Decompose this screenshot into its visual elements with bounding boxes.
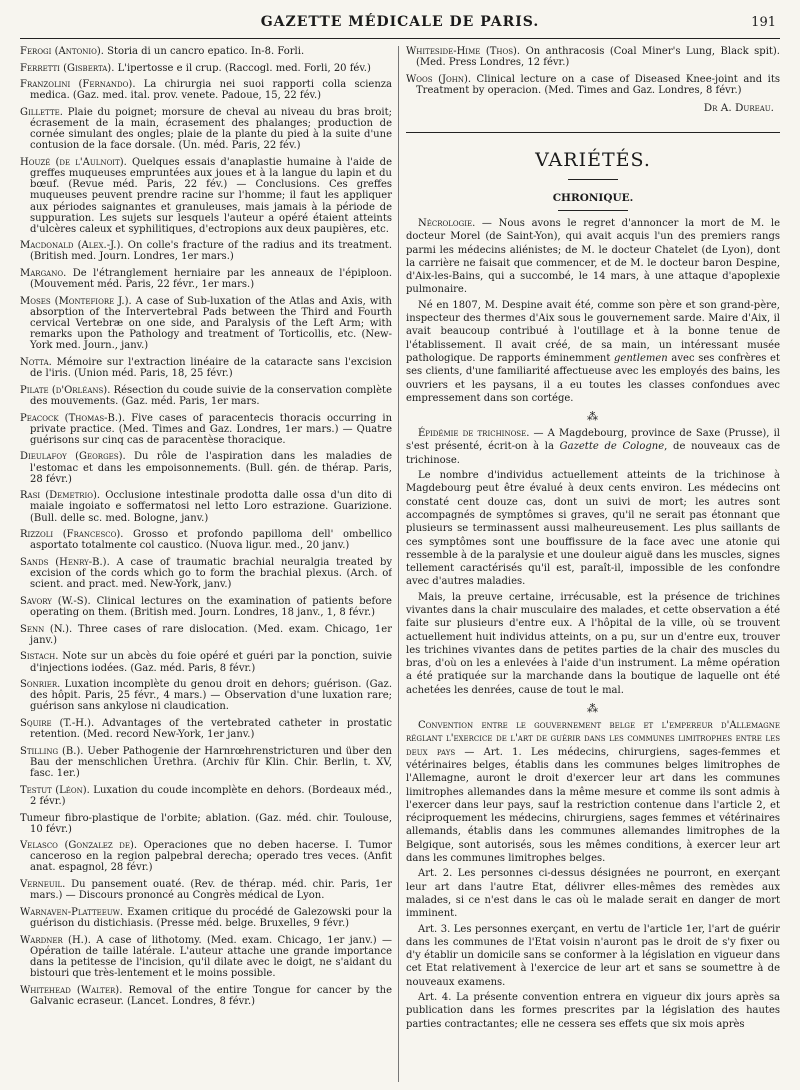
convention-text: — Art. 1. Les médecins, chirurgiens, sages-femmes et vétérinaires belges, établis dans les communes belges limitrophes de l'Allemagne, auront le droit d'exercer leur art dans les communes limitrophes allemandes dans la même mesure et comme ils sont admis à l'exercer dans leur pays, sauf la restriction contenue dans l'article 2, et réciproquement les médecins, chirurgiens, sages femmes et vétérinaires allemands, établis dans les communes allemandes limitrophes de la Belgique, sont autorisés, sous les mêmes conditions, à exercer leur art dans les communes limitrophes belges. bbox=[406, 746, 780, 865]
bibliography-entry bbox=[20, 651, 392, 673]
bibliography-entry bbox=[406, 74, 780, 96]
entry-text: Advantages of the vertebrated catheter in prostatic retention. (Med. record New-York, 1er janv.) bbox=[30, 718, 392, 741]
entry-author: Margano. bbox=[20, 268, 67, 280]
entry-author: Whitehead (Walter). bbox=[20, 984, 123, 996]
bibliography-entry bbox=[20, 935, 392, 979]
entry-text: A case of lithotomy. (Med. exam. Chicago, 1er janv.) — Opération de taille latérale. L'auteur attache une grande importance dans la petitesse de l'incision, qu'il dilate avec le doigt, ne s'aidant du bistouri que très-lentement et le moins possible. bbox=[30, 934, 392, 979]
page-number: 191 bbox=[751, 15, 776, 30]
entry-text: A case of Sub-luxation of the Atlas and Axis, with absorption of the Intervertebral Pads between the Third and Fourth cervical Vertebræ on one side, and Paralysis of the Left Arm; with remarks upon the Pathology and treatment of Torticollis, etc. (New-York med. Journ., janv.) bbox=[30, 295, 392, 352]
convention-lead: Convention entre le gouvernement belge et l'empereur d'Allemagne réglant l'exercice de l'art de guérir dans les communes limitrophes entre les deux pays bbox=[406, 720, 780, 758]
chronique-heading: CHRONIQUE. bbox=[552, 191, 634, 204]
bibliography-entry bbox=[20, 240, 392, 262]
bibliography-entry bbox=[20, 413, 392, 446]
bibliography-entry bbox=[20, 529, 392, 551]
trichinose-paragraph bbox=[406, 427, 780, 467]
entry-author: Savory (W.-S). bbox=[20, 595, 91, 607]
entry-text: On anthracosis (Coal Miner's Lung, Black spit). (Med. Press Londres, 12 févr.) bbox=[416, 46, 780, 69]
bibliography-entry bbox=[20, 785, 392, 807]
section-separator-stars-2: ⁂ bbox=[587, 702, 599, 716]
bibliography-entry bbox=[20, 557, 392, 590]
entry-text: Luxation incomplète du genou droit en dehors; guérison. (Gaz. des hôpit. Paris, 25 févr., 4 mars.) — Observation d'une luxation rare; guérison sans ankylose ni claudication. bbox=[30, 679, 392, 713]
entry-text: Résection du coude suivie de la conservation complète des mouvements. (Gaz. méd. Paris, 1er mars. bbox=[30, 384, 392, 407]
bibliography-entry bbox=[20, 840, 392, 873]
despine-paragraph bbox=[406, 299, 780, 405]
entry-text: La chirurgia nei suoi rapporti colla scienza medica. (Gaz. med. ital. prov. venete. Padoue, 15, 22 fév.) bbox=[30, 79, 392, 102]
trichinose-text-1: — A Magdebourg, province de Saxe (Prusse), il s'est présenté, écrit-on à la bbox=[406, 428, 780, 453]
bibliography-entry bbox=[20, 907, 392, 929]
entry-author: Sonrier. bbox=[20, 679, 61, 691]
column-divider bbox=[398, 46, 399, 1082]
entry-author: Warnaven-Platteeuw. bbox=[20, 906, 124, 918]
entry-author: Testut (Léon). bbox=[20, 784, 90, 796]
entry-author: Velasco (Gonzalez de). bbox=[20, 840, 138, 852]
entry-text: Ueber Pathogenie der Harnrœhrenstricturen und über den Bau der menschlichen Urethra. (Archiv für Klin. Chir. Berlin, t. XV, fasc. 1er.) bbox=[30, 745, 392, 780]
despine-emphasis: gentlemen bbox=[614, 352, 668, 364]
bibliography-entry bbox=[20, 746, 392, 779]
convention-paragraph bbox=[406, 719, 780, 865]
entry-text: Plaie du poignet; morsure de cheval au niveau du bras broit; écrasement de la main, écrasement des phalanges; production de cornée simulant des ongles; plaie de la plante du pied à la suite d'une contusion de la face dorsale. (Un. méd. Paris, 22 fév.) bbox=[30, 107, 392, 152]
page-header bbox=[20, 12, 780, 39]
entry-author: Stilling (B.). bbox=[20, 745, 84, 757]
varietes-heading: VARIÉTÉS. bbox=[535, 148, 651, 171]
bibliography-entry bbox=[20, 296, 392, 351]
bibliography-entry bbox=[20, 46, 392, 57]
entry-author: Rizzoli (Francesco). bbox=[20, 529, 124, 541]
bibliography-entry bbox=[20, 385, 392, 407]
entry-text: Note sur un abcès du foie opéré et guéri par la ponction, suivie d'injections iodées. (Gaz. méd. Paris, 8 févr.) bbox=[30, 651, 392, 674]
entry-author: Moses (Montefiore J.). bbox=[20, 295, 132, 307]
entry-author: Notta. bbox=[20, 357, 52, 368]
entry-text: Storia di un cancro epatico. In-8. Forli. bbox=[103, 46, 305, 57]
bibliography-entry bbox=[20, 79, 392, 101]
bibliography-entry bbox=[20, 157, 392, 235]
author-signature: Dr A. Dureau. bbox=[703, 101, 774, 114]
entry-text: Quelques essais d'anaplastie humaine à l'aide de greffes muqueuses empruntées aux joues et à la langue du lapin et du bœuf. (Revue méd. Paris, 22 fév.) — Conclusions. Ces greffes muqueuses peuvent prendre racine sur l'homme; il faut les appliquer aux périodes saignantes et granuleuses, mais jamais à la période de suppuration. Les sujets sur lesquels l'auteur a opéré étaient atteints d'ulcères caleux et syphilitiques, d'ectropions aux deux paupières, etc. bbox=[30, 157, 392, 235]
necrologie-lead: Nécrologie. bbox=[418, 217, 476, 229]
bibliography-entry bbox=[20, 879, 392, 901]
bibliography-entry bbox=[20, 596, 392, 618]
bibliography-entry bbox=[20, 985, 392, 1007]
bibliography-list-left bbox=[20, 46, 392, 1007]
section-rule bbox=[406, 132, 780, 133]
trichinose-paragraph-3: Mais, la preuve certaine, irrécusable, est la présence de trichines vivantes dans la chair musculaire des malades, et cette observation a été faite sur plusieurs d'entre eux. A l'hôpital de la ville, où se trouvent actuellement huit individus atteints, on a pu, sur un d'entre eux, trouver les trichines vivantes dans de petites parties de la chair des muscles du bras, d'où on les a enlevées à l'aide d'un instrument. La même opération a été pratiquée sur la marchande dans la boutique de laquelle ont été achetées les denrées, cause de tout le mal. bbox=[406, 591, 780, 696]
entry-author: Rasi (Demetrio). bbox=[20, 490, 101, 502]
bibliography-entry bbox=[20, 107, 392, 151]
entry-text: Du pansement ouaté. (Rev. de thérap. méd. chir. Paris, 1er mars.) — Discours prononcé au Congrès médical de Lyon. bbox=[30, 879, 392, 902]
entry-text: Examen critique du procédé de Galezowski pour la guérison du distichiasis. (Presse méd. belge. Bruxelles, 9 févr.) bbox=[30, 906, 392, 930]
entry-author: Sistach. bbox=[20, 651, 59, 663]
bibliography-entry bbox=[20, 490, 392, 523]
bibliography-list-right bbox=[406, 46, 780, 96]
entry-author: Houzé (de l'Aulnoit). bbox=[20, 157, 127, 169]
necrologie-paragraph bbox=[406, 217, 780, 297]
entry-text: Luxation du coude incomplète en dehors. (Bordeaux méd., 2 févr.) bbox=[30, 784, 392, 807]
right-column bbox=[406, 46, 780, 1082]
entry-text: Three cases of rare dislocation. (Med. exam. Chicago, 1er janv.) bbox=[30, 623, 392, 646]
entry-text: De l'étranglement herniaire par les anneaux de l'épiploon. (Mouvement méd. Paris, 22 févr., 1er mars.) bbox=[30, 268, 392, 291]
trichinose-text-2: , de nouveaux cas de trichinose. bbox=[406, 441, 780, 466]
bibliography-entry bbox=[20, 63, 392, 74]
entry-text: Grosso et profondo papilloma dell' ombellico asportato totalmente col caustico. (Nuova ligur. med., 20 janv.) bbox=[30, 529, 392, 552]
entry-author: Ferogi (Antonio). bbox=[20, 46, 104, 57]
bibliography-entry bbox=[20, 718, 392, 740]
entry-author: Verneuil. bbox=[20, 879, 66, 891]
entry-text: Occlusione intestinale prodotta dalle ossa d'un dito di maiale ingoiato e soffermatosi nel letto Loro estrazione. Guarizione. (Bull. delle sc. med. Bologne, janv.) bbox=[30, 490, 392, 524]
bibliography-entry bbox=[20, 624, 392, 646]
entry-author: Woos (John). bbox=[406, 73, 472, 85]
entry-author: Senn (N.). bbox=[20, 623, 73, 635]
trichinose-paragraph-2: Le nombre d'individus actuellement atteints de la trichinose à Magdebourg peut être évalué à deux cents environ. Les médecins ont constaté cent douze cas, dont un suivi de mort; les autres sont accompagnés de symptômes si graves, qu'il ne serait pas étonnant que plusieurs se terminassent aussi malheureusement. Les plus saillants de ces symptômes sont une bouffissure de la face avec une atonie qui ressemble à de la paralysie et une douleur aiguë dans les muscles, signes tellement caractérisés qu'il est, paraît-il, impossible de les confondre avec d'autres maladies. bbox=[406, 470, 780, 588]
entry-text: Tumeur fibro-plastique de l'orbite; ablation. (Gaz. méd. chir. Toulouse, 10 févr.) bbox=[20, 812, 392, 835]
entry-text: Removal of the entire Tongue for cancer by the Galvanic ecraseur. (Lancet. Londres, 8 févr.) bbox=[30, 984, 392, 1007]
entry-text: Mémoire sur l'extraction linéaire de la cataracte sans l'excision de l'iris. (Union méd. Paris, 18, 25 févr.) bbox=[30, 357, 392, 380]
necrologie-text: — Nous avons le regret d'annoncer la mort de M. le docteur Morel (de Saint-Yon), qui avait acquis l'un des premiers rangs parmi les médecins aliénistes; de M. le docteur Chatelet (de Lyon), dont la carrière ne faisait que commencer, et de M. le docteur baron Despine, d'Aix-les-Bains, qui a succombé, le 14 mars, à une attaque d'apoplexie pulmonaire. bbox=[406, 217, 780, 296]
entry-author: Franzolini (Fernando). bbox=[20, 79, 136, 91]
despine-text-1: Né en 1807, M. Despine avait été, comme son père et son grand-père, inspecteur des thermes d'Aix sous le gouvernement sarde. Maire d'Aix, il avait beaucoup contribué à l'outillage et à la bonne tenue de l'établissement. Il avait créé, de sa main, un intéressant musée pathologique. De rapports éminemment bbox=[406, 299, 780, 364]
entry-text: Clinical lecture on a case of Diseased Knee-joint and its Treatment by operacion. (Med. Times and Gaz. Londres, 8 févr.) bbox=[416, 73, 780, 96]
entry-author: Gillette. bbox=[20, 107, 63, 119]
bibliography-entry bbox=[20, 268, 392, 290]
entry-author: Ferretti (Gisberta). bbox=[20, 62, 115, 74]
heading-rule bbox=[568, 179, 618, 180]
article-4-paragraph: Art. 4. La présente convention entrera en vigueur dix jours après sa publication dans les formes prescrites par la législation des hautes parties contractantes; elle ne cessera ses effets que six mois après bbox=[406, 992, 780, 1030]
trichinose-emphasis: Gazette de Cologne bbox=[559, 441, 665, 453]
bibliography-entry bbox=[20, 679, 392, 712]
bibliography-entry bbox=[406, 46, 780, 68]
entry-author: Peacock (Thomas-B.). bbox=[20, 412, 126, 424]
article-2-paragraph: Art. 2. Les personnes ci-dessus désignées ne pourront, en exerçant leur art dans l'autre Etat, délivrer elles-mêmes des remèdes aux malades, si ce n'est dans le cas où le malade serait en danger de mort imminent. bbox=[406, 868, 780, 920]
left-column bbox=[20, 46, 392, 1082]
entry-author: Squire (T.-H.). bbox=[20, 718, 95, 730]
article-3-paragraph: Art. 3. Les personnes exerçant, en vertu de l'article 1er, l'art de guérir dans les communes de l'Etat voisin n'auront pas le droit de s'y fixer ou d'y établir un domicile sans se conformer à la législation en vigueur dans cet Etat relativement à l'exercice de leur art et sans se soumettre à de nouveaux examens. bbox=[406, 923, 780, 988]
entry-author: Whiteside-Hime (Thos). bbox=[406, 46, 521, 57]
entry-text: A case of traumatic brachial neuralgia treated by excision of the cords which go to form the brachial plexus. (Arch. of scient. and pract. med. New-York, janv.) bbox=[30, 556, 392, 591]
entry-author: Dieulafoy (Georges). bbox=[20, 451, 126, 463]
subheading-rule bbox=[558, 210, 628, 211]
entry-author: Wardner (H.). bbox=[20, 934, 91, 946]
section-separator-stars: ⁂ bbox=[587, 410, 599, 424]
entry-author: Macdonald (Alex.-J.). bbox=[20, 240, 124, 252]
entry-author: Pilate (d'Orléans). bbox=[20, 384, 111, 396]
trichinose-lead: Épidémie de trichinose. bbox=[418, 428, 530, 440]
bibliography-entry bbox=[20, 813, 392, 835]
entry-author: Sands (Henry-B.). bbox=[20, 556, 110, 568]
bibliography-entry bbox=[20, 451, 392, 484]
entry-text: Operaciones que no deben hacerse. I. Tumor canceroso en la region palpebral derecha; operado tres veces. (Anfit anat. espagnol, 28 févr.) bbox=[30, 840, 392, 874]
bibliography-entry bbox=[20, 357, 392, 379]
entry-text: Clinical lectures on the examination of patients before operating on them. (British med. Journ. Londres, 18 janv., 1, 8 févr.) bbox=[30, 595, 392, 618]
entry-text: Du rôle de l'aspiration dans les maladies de l'estomac et dans les empoisonnements. (Bull. gén. de thérap. Paris, 28 févr.) bbox=[30, 451, 392, 485]
despine-text-2: avec ses confrères et ses clients, d'une familiarité affectueuse avec les employés des bains, les ouvriers et les paysans, il a eu toutes les classes confondues avec empressement dans son cortége. bbox=[406, 352, 780, 404]
journal-title: GAZETTE MÉDICALE DE PARIS. bbox=[260, 14, 540, 30]
entry-text: On colle's fracture of the radius and its treatment. (British med. Journ. Londres, 1er mars.) bbox=[30, 240, 392, 263]
entry-text: Five cases of paracentecis thoracis occurring in private practice. (Med. Times and Gaz. Londres, 1er mars.) — Quatre guérisons sur cinq cas de paracentèse thoracique. bbox=[30, 412, 392, 446]
entry-text: L'ipertosse e il crup. (Raccogl. med. Forli, 20 fév.) bbox=[114, 62, 371, 74]
